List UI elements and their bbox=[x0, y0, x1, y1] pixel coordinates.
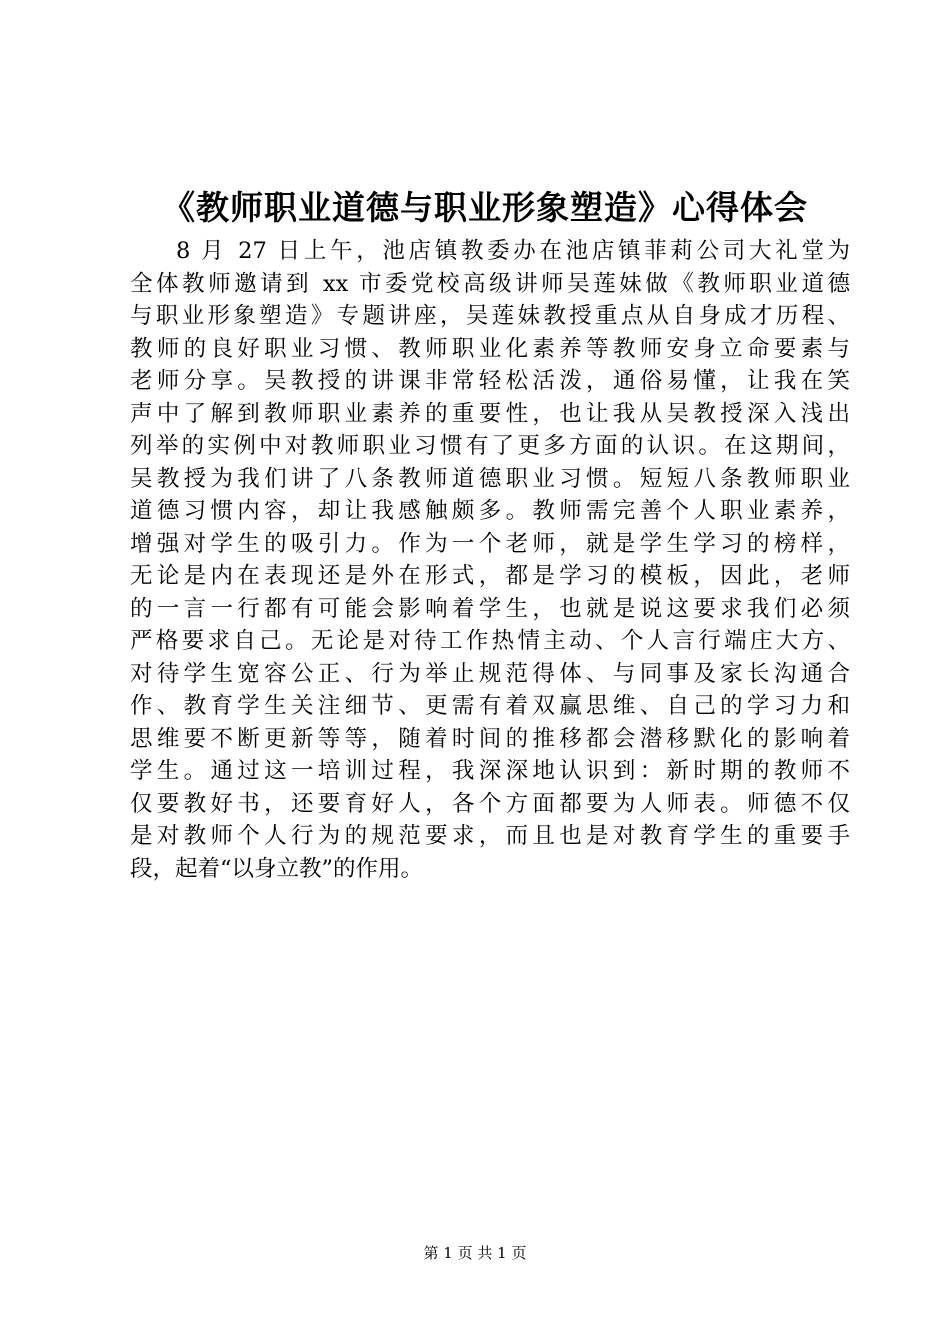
body-line: 思维要不断更新等等，随着时间的推移都会潜移默化的影响着 bbox=[130, 725, 850, 752]
body-line: 对待学生宽容公正、行为举止规范得体、与同事及家长沟通合 bbox=[130, 660, 850, 687]
body-line: 老师分享。吴教授的讲课非常轻松活泼，通俗易懂，让我在笑 bbox=[130, 368, 850, 394]
body-line: 增强对学生的吸引力。作为一个老师，就是学生学习的榜样， bbox=[130, 530, 850, 557]
body-line: 与职业形象塑造》专题讲座，吴莲妹教授重点从自身成才历程、 bbox=[130, 303, 850, 329]
body-line: 8 月 27 日上午，池店镇教委办在池店镇菲莉公司大礼堂为 bbox=[176, 238, 850, 264]
body-line: 教师的良好职业习惯、教师职业化素养等教师安身立命要素与 bbox=[130, 335, 850, 362]
body-line: 声中了解到教师职业素养的重要性，也让我从吴教授深入浅出 bbox=[130, 400, 850, 427]
body-line: 是对教师个人行为的规范要求，而且也是对教育学生的重要手 bbox=[130, 823, 850, 849]
body-line: 严格要求自己。无论是对待工作热情主动、个人言行端庄大方、 bbox=[130, 628, 850, 654]
body-line: 的一言一行都有可能会影响着学生，也就是说这要求我们必须 bbox=[130, 595, 850, 622]
document-title: 《教师职业道德与职业形象塑造》心得体会 bbox=[162, 188, 808, 227]
page-number-footer: 第 1 页 共 1 页 bbox=[423, 1244, 527, 1262]
body-line: 全体教师邀请到 xx 市委党校高级讲师吴莲妹做《教师职业道德 bbox=[130, 270, 850, 297]
body-line: 学生。通过这一培训过程，我深深地认识到：新时期的教师不 bbox=[130, 758, 850, 784]
body-line: 列举的实例中对教师职业习惯有了更多方面的认识。在这期间， bbox=[130, 433, 850, 459]
body-line: 段，起着“以身立教”的作用。 bbox=[130, 855, 424, 882]
body-line: 仅要教好书，还要育好人，各个方面都要为人师表。师德不仅 bbox=[130, 790, 850, 817]
document-body bbox=[130, 235, 850, 885]
body-line: 作、教育学生关注细节、更需有着双赢思维、自己的学习力和 bbox=[130, 693, 850, 719]
body-line: 无论是内在表现还是外在形式，都是学习的模板，因此，老师 bbox=[130, 563, 850, 589]
body-line: 吴教授为我们讲了八条教师道德职业习惯。短短八条教师职业 bbox=[130, 465, 850, 492]
body-line: 道德习惯内容，却让我感触颇多。教师需完善个人职业素养， bbox=[130, 498, 850, 524]
